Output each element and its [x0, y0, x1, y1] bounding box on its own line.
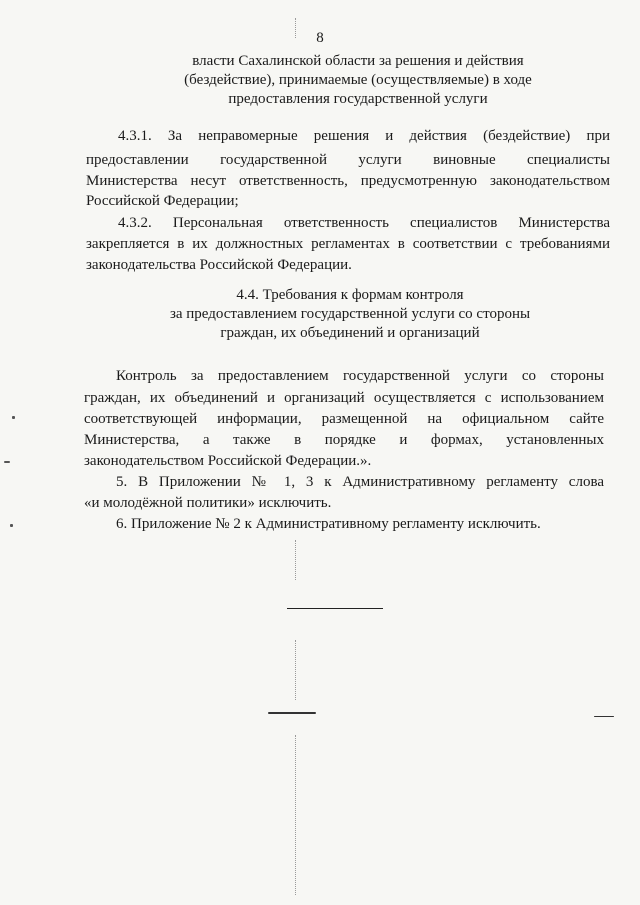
heading-line: граждан, их объединений и организаций [220, 325, 480, 341]
heading-line: власти Сахалинской области за решения и действия [192, 53, 524, 69]
item-5-line: «и молодёжной политики» исключить. [84, 495, 332, 511]
para-4-3-2-line: законодательства Российской Федерации. [86, 257, 352, 273]
para-4-3-1-line: Российской Федерации; [86, 193, 239, 209]
para-4-3-2-line: закрепляется в их должностных регламентах в соответствии с требованиями [86, 236, 610, 252]
para-4-3-1-line: 4.3.1. За неправомерные решения и действия (бездействие) при [118, 128, 610, 144]
scan-artifact [295, 18, 297, 38]
item-5-line: 5. В Приложении № 1, 3 к Административному регламенту слова [116, 474, 604, 490]
scan-artifact [10, 524, 13, 527]
scan-artifact [268, 712, 316, 714]
para-4-3-1-line: предоставлении государственной услуги виновные специалисты [86, 152, 610, 168]
para-control-line: соответствующей информации, размещенной на официальном сайте [84, 411, 604, 427]
heading-line: 4.4. Требования к формам контроля [236, 287, 464, 303]
section-heading-4-4 [110, 286, 590, 343]
heading-line: предоставления государственной услуги [228, 91, 488, 107]
scan-artifact [4, 461, 10, 463]
para-4-3-1-line: Министерства несут ответственность, предусмотренную законодательством [86, 173, 610, 189]
section-heading-4-3-end [120, 52, 596, 109]
page-number: 8 [316, 30, 324, 46]
closing-rule [287, 608, 383, 609]
scan-artifact [594, 716, 614, 717]
scan-artifact [295, 540, 297, 580]
para-4-3-2-line: 4.3.2. Персональная ответственность специалистов Министерства [118, 215, 610, 231]
scan-artifact [295, 640, 297, 700]
scan-artifact [295, 735, 297, 895]
heading-line: (бездействие), принимаемые (осуществляемые) в ходе [184, 72, 532, 88]
item-6-line: 6. Приложение № 2 к Административному регламенту исключить. [116, 516, 541, 532]
para-control-line: Министерства, а также в порядке и формах, установленных [84, 432, 604, 448]
para-control-line: Контроль за предоставлением государственной услуги со стороны [116, 368, 604, 384]
para-control-line: законодательством Российской Федерации.». [84, 453, 372, 469]
scan-artifact [12, 416, 15, 419]
para-control-line: граждан, их объединений и организаций осуществляется с использованием [84, 390, 604, 406]
heading-line: за предоставлением государственной услуги со стороны [169, 306, 531, 322]
